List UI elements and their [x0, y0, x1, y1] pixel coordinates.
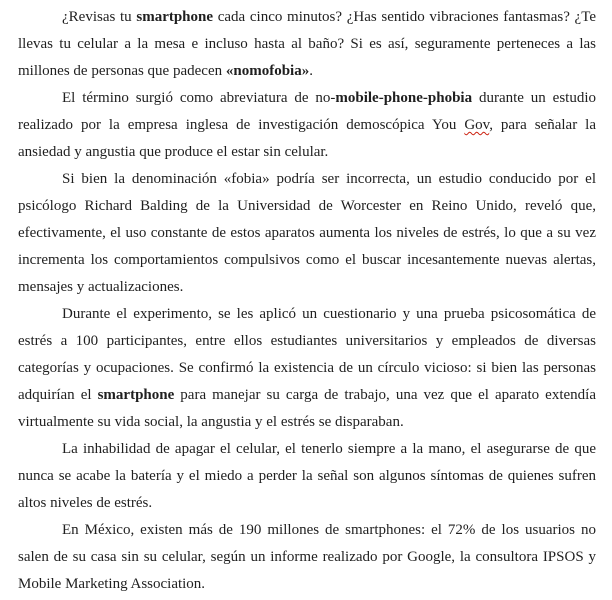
paragraph — [18, 166, 596, 301]
text-run: , para señalar la ansiedad y angustia que produce el estar sin celular. — [18, 117, 596, 160]
paragraph — [18, 436, 596, 517]
document-body — [18, 4, 596, 598]
paragraph — [18, 301, 596, 436]
bold-text-run: smartphone — [136, 9, 214, 25]
paragraph — [18, 4, 596, 85]
text-run: Durante el experimento, se les aplicó un cuestionario y una prueba psicosomática de estrés a 100 participantes, entre ellos estudiantes universitarios y empleados de diversas categorías y ocupaciones. Se confirmó la existencia de un círculo vicioso: si bien las personas adquirían el — [18, 306, 596, 403]
text-run: para manejar su carga de trabajo, una vez que el aparato extendía virtualmente su vida social, la angustia y el estrés se disparaban. — [18, 387, 596, 430]
text-run: Si bien la denominación «fobia» podría ser incorrecta, un estudio conducido por el psicólogo Richard Balding de la Universidad de Worcester en Reino Unido, reveló que, efectivamente, el uso constante de estos aparatos aumenta los niveles de estrés, lo que a su vez incrementa los comportamientos compulsivos como el buscar incesantemente nuevas alertas, mensajes y actualizaciones. — [18, 171, 596, 295]
text-run: ¿Revisas tu — [62, 9, 137, 25]
paragraph — [18, 85, 596, 166]
text-run: La inhabilidad de apagar el celular, el tenerlo siempre a la mano, el asegurarse de que nunca se acabe la batería y el miedo a perder la señal son algunos síntomas de quienes sufren altos niveles de estrés. — [18, 441, 596, 511]
text-run: cada cinco minutos? ¿Has sentido vibraciones fantasmas? ¿Te llevas tu celular a la mesa e incluso hasta al baño? Si es así, seguramente perteneces a las millones de personas que padecen — [18, 9, 596, 79]
paragraph — [18, 517, 596, 598]
text-run: durante un estudio realizado por la empresa inglesa de investigación demoscópica You — [18, 90, 596, 133]
bold-text-run: smartphone — [97, 387, 175, 403]
text-run: . — [309, 63, 313, 79]
bold-text-run: mobile-phone-phobia — [335, 90, 473, 106]
spellcheck-flagged-word: Gov — [464, 117, 490, 133]
text-run: El término surgió como abreviatura de no- — [62, 90, 336, 106]
bold-text-run: «nomofobia» — [225, 63, 310, 79]
text-run: En México, existen más de 190 millones de smartphones: el 72% de los usuarios no salen de su casa sin su celular, según un informe realizado por Google, la consultora IPSOS y Mobile Marketing Association. — [18, 522, 596, 592]
